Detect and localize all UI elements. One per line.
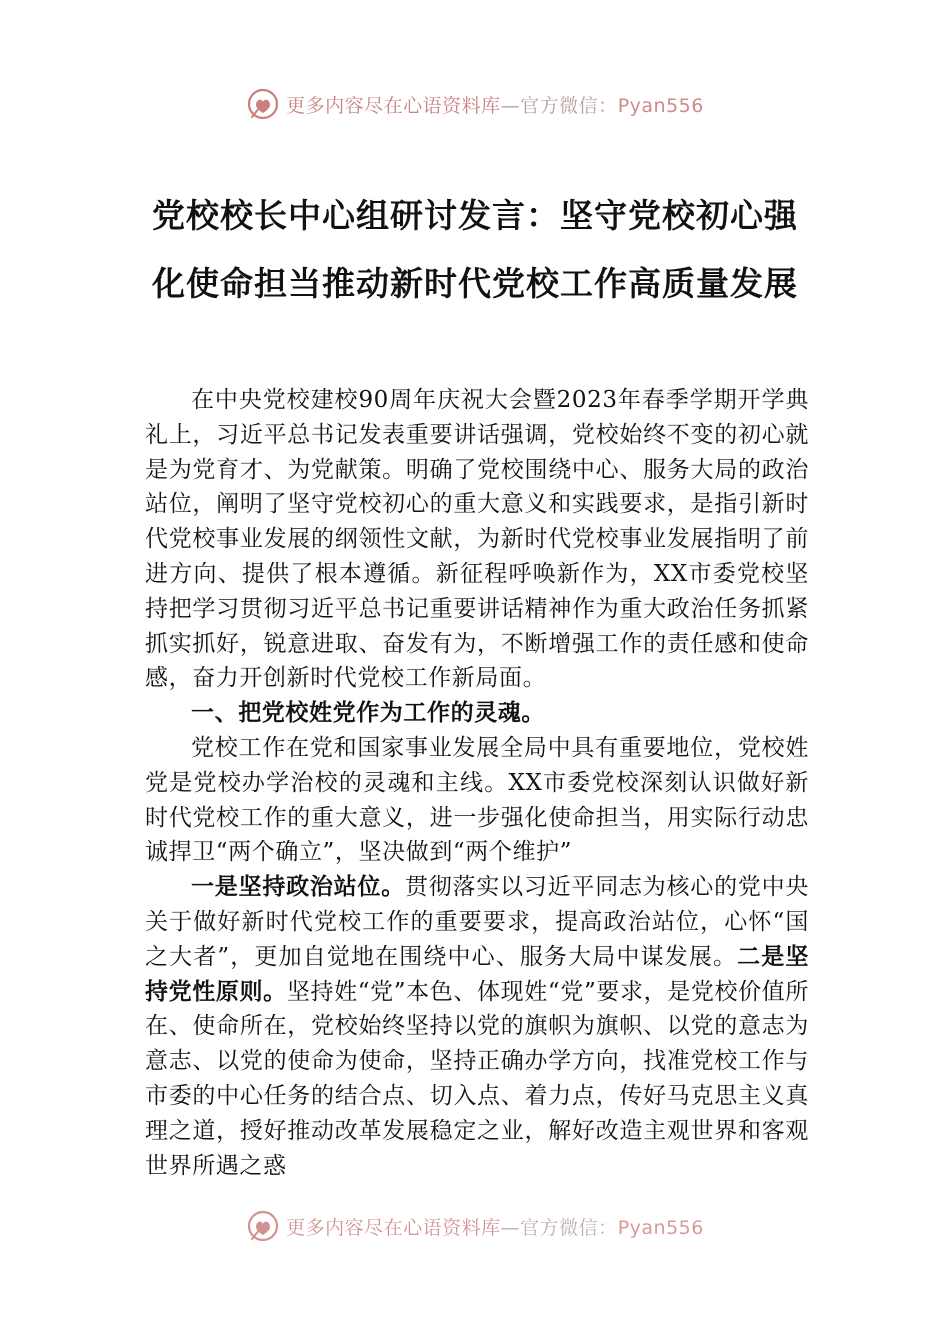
section-heading-1: 一、把党校姓党作为工作的灵魂。 xyxy=(191,699,545,727)
heart-pen-logo-icon xyxy=(246,1209,280,1243)
footer-watermark-cn: 更多内容尽在心语资料库 xyxy=(286,1216,501,1239)
heart-pen-logo-icon xyxy=(246,87,280,121)
point-1-text: 贯彻落实以习近平同志为核心的党中央关于做好新时代党校工作的重要要求，提高政治站位，心怀“国之大者”，更加自觉地在围绕中心、服务大局中谋发展。 xyxy=(145,874,809,970)
watermark-wechat-id: Pyan556 xyxy=(617,94,704,117)
section1-paragraph: 党校工作在党和国家事业发展全局中具有重要地位，党校姓党是党校办学治校的灵魂和主线。XX市委党校深刻认识做好新时代党校工作的重大意义，进一步强化使命担当，用实际行动忠诚捍卫“两个确立”，坚决做到“两个维护” xyxy=(145,734,809,866)
footer-watermark-text xyxy=(286,1213,704,1240)
document-title: 党校校长中心组研讨发言：坚守党校初心强化使命担当推动新时代党校工作高质量发展 xyxy=(152,196,798,303)
header-watermark-banner xyxy=(0,84,950,124)
footer-watermark-wechat-label: 官方微信： xyxy=(520,1216,618,1239)
watermark-wechat-label: 官方微信： xyxy=(520,94,618,117)
watermark-separator: — xyxy=(500,94,521,117)
section1-points-paragraph xyxy=(145,870,809,1183)
point-2-label: 二是坚持党性原则。 xyxy=(145,942,809,1005)
intro-paragraph: 在中央党校建校90周年庆祝大会暨2023年春季学期开学典礼上，习近平总书记发表重要讲话强调，党校始终不变的初心就是为党育才、为党献策。明确了党校围绕中心、服务大局的政治站位，阐明了坚守党校初心的重大意义和实践要求，是指引新时代党校事业发展的纲领性文献，为新时代党校事业发展指明了前进方向、提供了根本遵循。新征程呼唤新作为，XX市委党校坚持把学习贯彻习近平总书记重要讲话精神作为重大政治任务抓紧抓实抓好，锐意进取、奋发有为，不断增强工作的责任感和使命感，奋力开创新时代党校工作新局面。 xyxy=(145,387,809,692)
point-2-text: 坚持姓“党”本色、体现姓“党”要求，是党校价值所在、使命所在，党校始终坚持以党的旗帜为旗帜、以党的意志为意志、以党的使命为使命，坚持正确办学方向，找准党校工作与市委的中心任务的结合点、切入点、着力点，传好马克思主义真理之道，授好推动改革发展稳定之业，解好改造主观世界和客观世界所遇之惑 xyxy=(145,978,809,1179)
document-body xyxy=(145,383,809,1219)
point-1-label: 一是坚持政治站位。 xyxy=(191,873,405,901)
watermark-cn: 更多内容尽在心语资料库 xyxy=(286,94,501,117)
footer-watermark-banner xyxy=(0,1206,950,1246)
footer-watermark-wechat-id: Pyan556 xyxy=(617,1216,704,1239)
watermark-text xyxy=(286,91,704,118)
footer-watermark-separator: — xyxy=(500,1216,521,1239)
